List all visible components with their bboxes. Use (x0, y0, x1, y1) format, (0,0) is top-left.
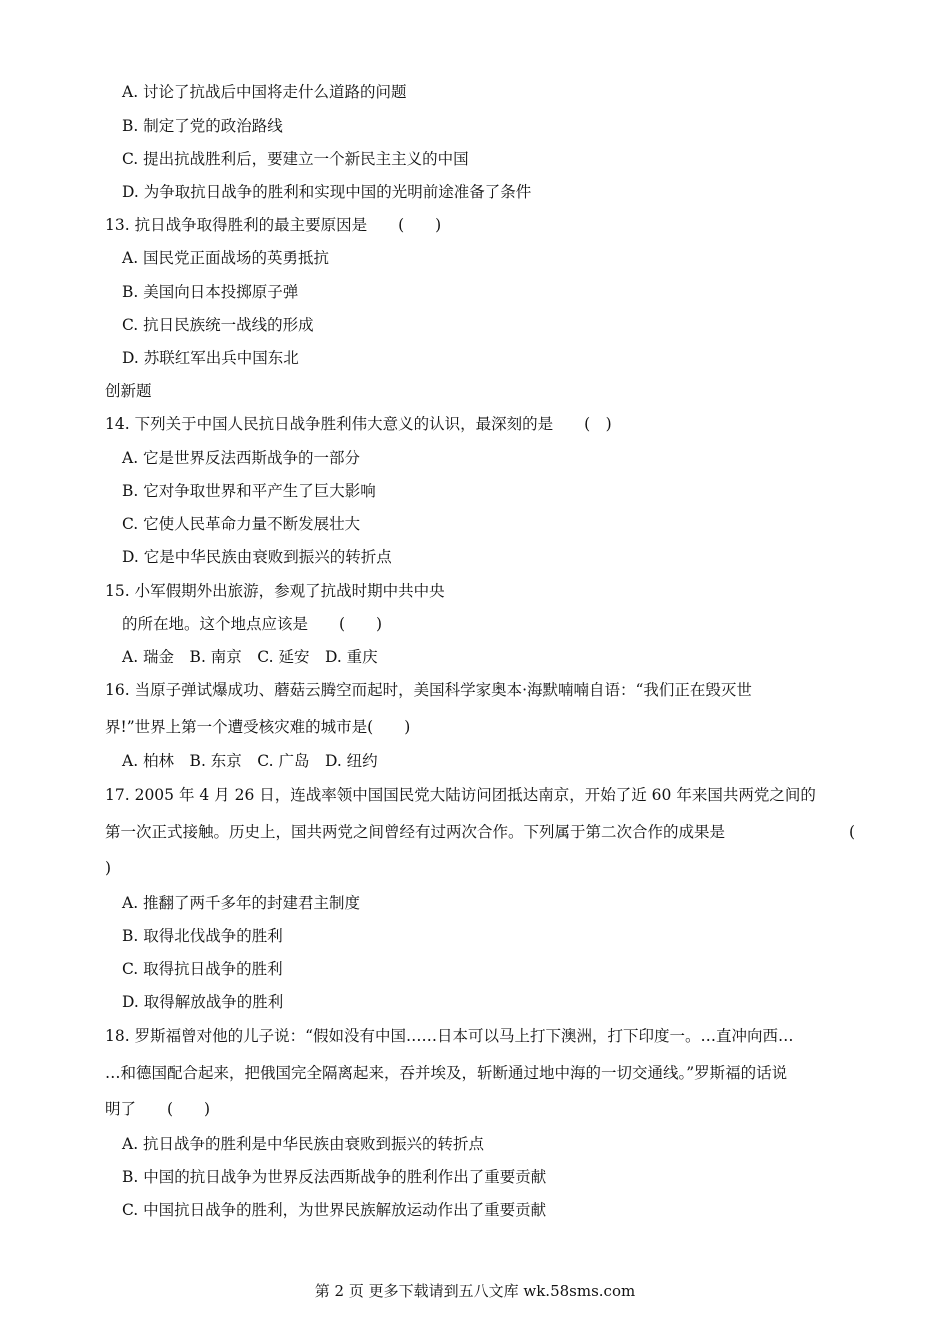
q14-option-a: A. 它是世界反法西斯战争的一部分 (122, 449, 361, 467)
q18-option-a: A. 抗日战争的胜利是中华民族由衰败到振兴的转折点 (122, 1135, 485, 1153)
q12-option-b: B. 制定了党的政治路线 (122, 117, 283, 135)
q15-stem-line1: 15. 小军假期外出旅游，参观了抗战时期中共中央 (105, 582, 445, 600)
q13-option-c: C. 抗日民族统一战线的形成 (122, 316, 314, 334)
q17-option-a: A. 推翻了两千多年的封建君主制度 (122, 894, 361, 912)
q18-stem-line3: 明了 ( ) (105, 1100, 211, 1118)
q12-option-c: C. 提出抗战胜利后，要建立一个新民主主义的中国 (122, 150, 469, 168)
q14-stem: 14. 下列关于中国人民抗日战争胜利伟大意义的认识，最深刻的是 ( ) (105, 415, 612, 433)
q18-option-c: C. 中国抗日战争的胜利，为世界民族解放运动作出了重要贡献 (122, 1201, 547, 1219)
q13-option-a: A. 国民党正面战场的英勇抵抗 (122, 249, 330, 267)
q13-option-d: D. 苏联红军出兵中国东北 (122, 349, 299, 367)
q14-option-b: B. 它对争取世界和平产生了巨大影响 (122, 482, 376, 500)
q18-stem-line1: 18. 罗斯福曾对他的儿子说：“假如没有中国……日本可以马上打下澳洲，打下印度一。…直冲向西… (105, 1027, 794, 1045)
q17-option-b: B. 取得北伐战争的胜利 (122, 927, 283, 945)
q15-stem-line2: 的所在地。这个地点应该是 ( ) (122, 615, 383, 633)
q16-stem-line2: 界!”世界上第一个遭受核灾难的城市是( ) (105, 718, 411, 736)
q17-stem-line2: 第一次正式接触。历史上，国共两党之间曾经有过两次合作。下列属于第二次合作的成果是 (105, 823, 726, 841)
q13-stem: 13. 抗日战争取得胜利的最主要原因是 ( ) (105, 216, 442, 234)
q17-stem-line1: 17. 2005 年 4 月 26 日，连战率领中国国民党大陆访问团抵达南京，开始了近 60 年来国共两党之间的 (105, 786, 816, 804)
q16-options: A. 柏林 B. 东京 C. 广岛 D. 纽约 (122, 752, 378, 770)
q14-option-d: D. 它是中华民族由衰败到振兴的转折点 (122, 548, 392, 566)
q17-option-c: C. 取得抗日战争的胜利 (122, 960, 283, 978)
q17-option-d: D. 取得解放战争的胜利 (122, 993, 284, 1011)
q18-option-b: B. 中国的抗日战争为世界反法西斯战争的胜利作出了重要贡献 (122, 1168, 547, 1186)
q15-options: A. 瑞金 B. 南京 C. 延安 D. 重庆 (122, 648, 378, 666)
section-title: 创新题 (105, 382, 152, 400)
q12-option-a: A. 讨论了抗战后中国将走什么道路的问题 (122, 83, 407, 101)
page-footer: 第 2 页 更多下载请到五八文库 wk.58sms.com (314, 1282, 636, 1300)
q12-option-d: D. 为争取抗日战争的胜利和实现中国的光明前途准备了条件 (122, 183, 532, 201)
q13-option-b: B. 美国向日本投掷原子弹 (122, 283, 299, 301)
q17-stem-line3: ) (105, 859, 112, 877)
q14-option-c: C. 它使人民革命力量不断发展壮大 (122, 515, 361, 533)
q16-stem-line1: 16. 当原子弹试爆成功、蘑菇云腾空而起时，美国科学家奥本·海默喃喃自语：“我们正在毁灭世 (105, 681, 752, 699)
q18-stem-line2: …和德国配合起来，把俄国完全隔离起来，吞并埃及，斩断通过地中海的一切交通线。”罗斯福的话说 (105, 1064, 788, 1082)
q17-stem-paren-open: ( (849, 823, 856, 841)
